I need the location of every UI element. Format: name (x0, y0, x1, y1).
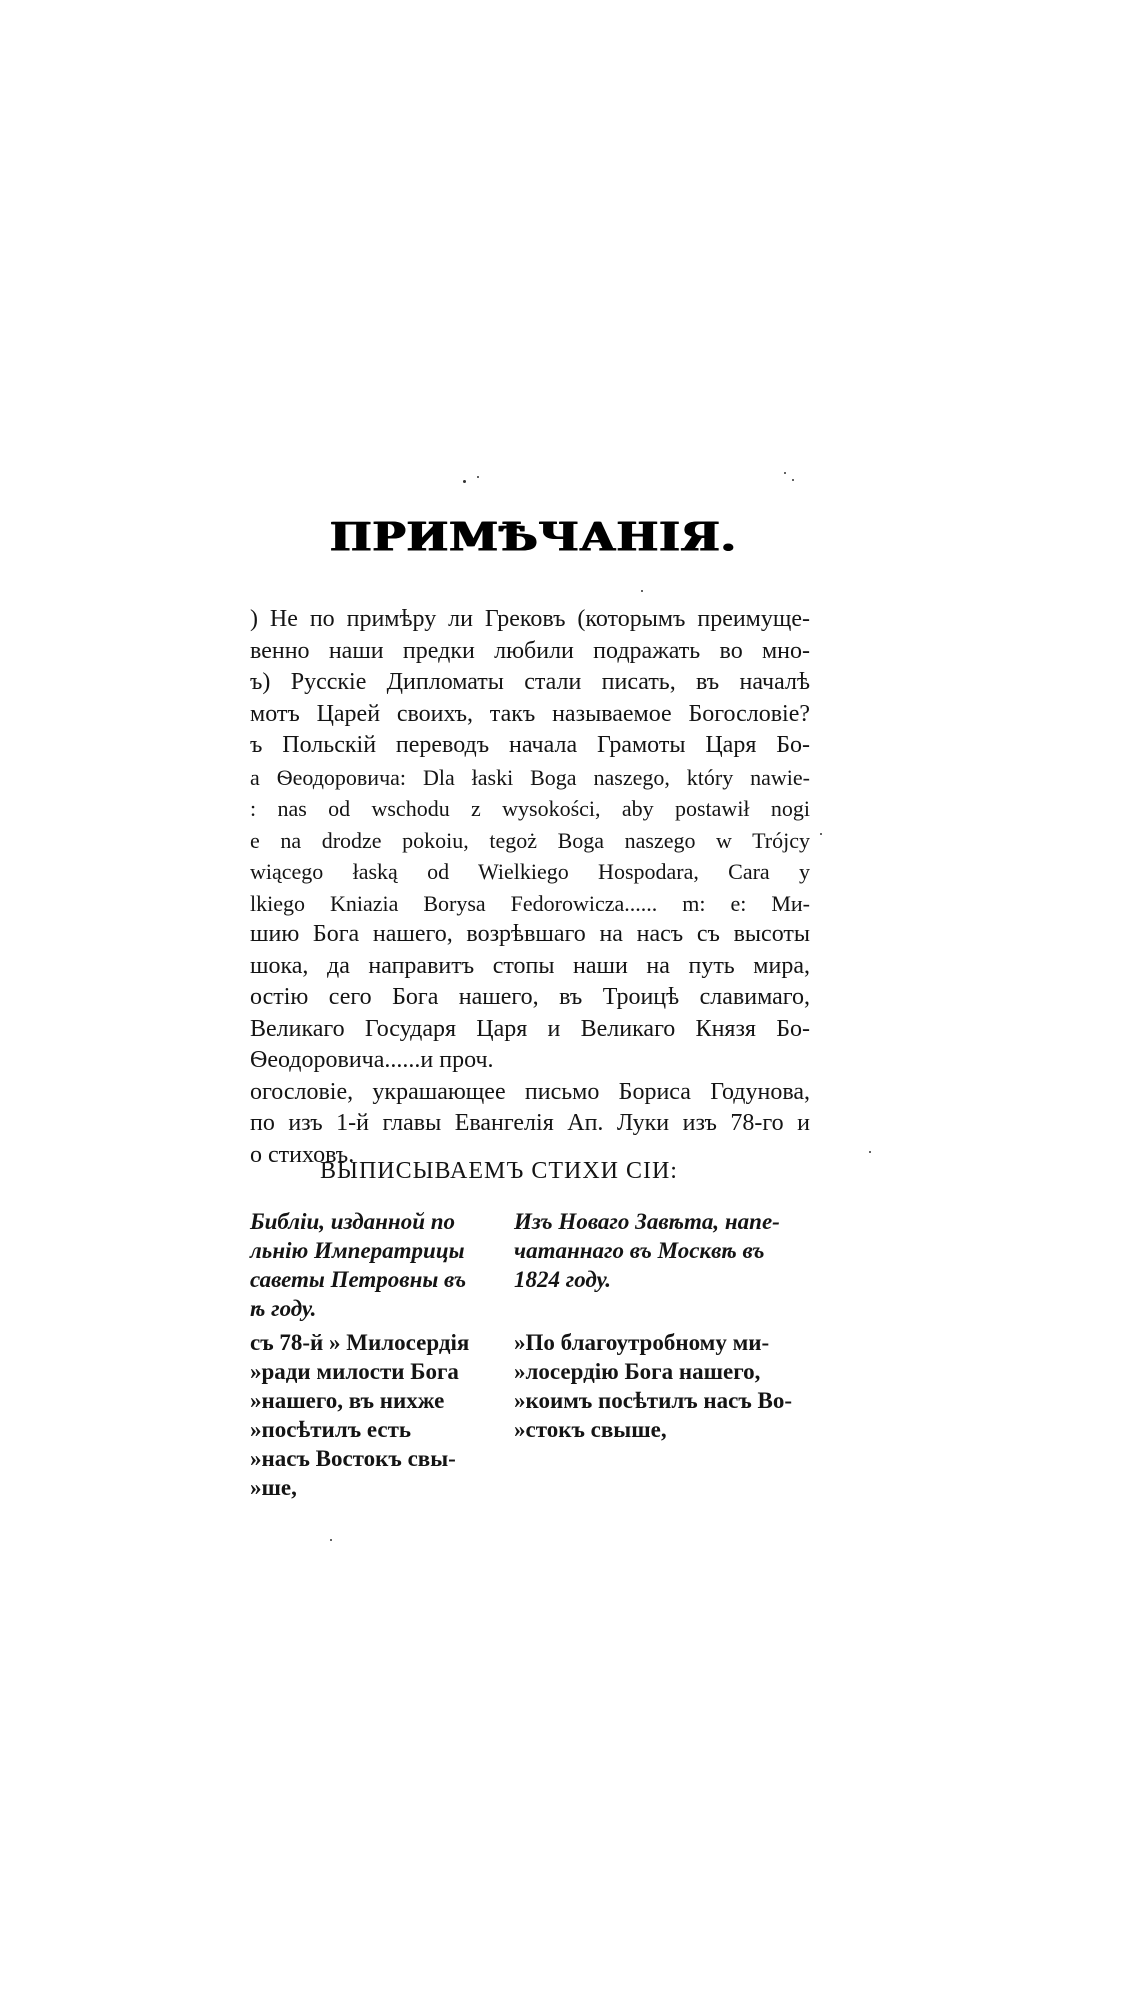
text-line: а Ѳеодоровича: Dla łaski Boga naszego, który nawie- (250, 764, 810, 790)
text-line: »посѣтилъ есть (250, 1417, 412, 1442)
text-line: остію сего Бога нашего, въ Троицѣ славимаго, (250, 984, 810, 1010)
text-line: Великаго Государя Царя и Великаго Князя Бо- (250, 1015, 810, 1042)
text-line: огословіе, украшающее письмо Бориса Годунова, (250, 1078, 810, 1105)
text-line: e na drodze pokoiu, tegoż Boga naszego w Trójcy (250, 827, 810, 853)
text-line: шока, да направитъ стопы наши на путь мира, (250, 952, 810, 979)
scan-speck (463, 480, 466, 483)
text-line: »ше, (250, 1475, 297, 1500)
text-line: шию Бога нашего, возрѣвшаго на насъ съ высоты (250, 921, 810, 947)
text-line: венно наши предки любили подражать во мно- (250, 637, 810, 664)
scan-speck (820, 833, 822, 835)
text-line: 1824 году. (514, 1267, 612, 1292)
text-line: »стокъ свыше, (514, 1417, 667, 1442)
text-line: по изъ 1-й главы Евангелія Ап. Луки изъ 78-го и (250, 1110, 810, 1136)
page-title: ПРИМѢЧАНІЯ. (330, 514, 737, 561)
text-line: о стиховъ. (250, 1141, 355, 1168)
scan-speck (477, 476, 479, 478)
scan-speck (869, 1151, 871, 1153)
scan-speck (792, 479, 794, 481)
text-line: »нашего, въ нихже (250, 1388, 445, 1413)
text-line: чатаннаго въ Москвѣ въ (514, 1238, 765, 1263)
text-line: съ 78-й » Милосердія (250, 1330, 470, 1355)
text-line: мотъ Царей своихъ, такъ называемое Богословіе? (250, 700, 810, 727)
section-heading: ВЫПИСЫВАЕМЪ СТИХИ СІИ: (320, 1158, 678, 1184)
text-line: Ѳеодоровича......и проч. (250, 1047, 494, 1073)
right-column-verse (514, 1328, 804, 1444)
text-line: »ради милости Бога (250, 1359, 459, 1384)
right-column-source (514, 1207, 804, 1294)
text-line: »коимъ посѣтилъ насъ Во- (514, 1388, 793, 1413)
text-line: »По благоутробному ми- (514, 1330, 770, 1355)
text-line: ъ) Русскіе Дипломаты стали писать, въ началѣ (250, 669, 810, 695)
left-column-source (250, 1207, 495, 1323)
text-line: льнію Императрицы (250, 1238, 465, 1263)
scan-speck (784, 472, 786, 474)
text-line: : nas od wschodu z wysokości, aby postawił nogi (250, 796, 810, 821)
text-line: »лосердію Бога нашего, (514, 1359, 761, 1384)
text-line: ) Не по примѣру ли Грековъ (которымъ преимуще- (250, 606, 810, 632)
text-line: »насъ Востокъ свы- (250, 1446, 456, 1471)
text-line: lkiego Kniazia Borysa Fedorowicza...... m: e: Ми- (250, 890, 810, 916)
text-line: саветы Петровны въ (250, 1267, 467, 1292)
scan-speck (330, 1539, 332, 1541)
text-line: wiącego łaską od Wielkiego Hospodara, Cara y (250, 859, 810, 884)
left-column-verse (250, 1328, 495, 1502)
scan-speck (641, 590, 643, 592)
text-line: ъ Польскій переводъ начала Грамоты Царя Бо- (250, 732, 810, 758)
footnote-body (250, 604, 810, 1171)
text-line: ѣ году. (250, 1296, 317, 1321)
text-line: Библіи, изданной по (250, 1209, 456, 1234)
text-line: Изъ Новаго Завѣта, напе- (514, 1209, 780, 1234)
